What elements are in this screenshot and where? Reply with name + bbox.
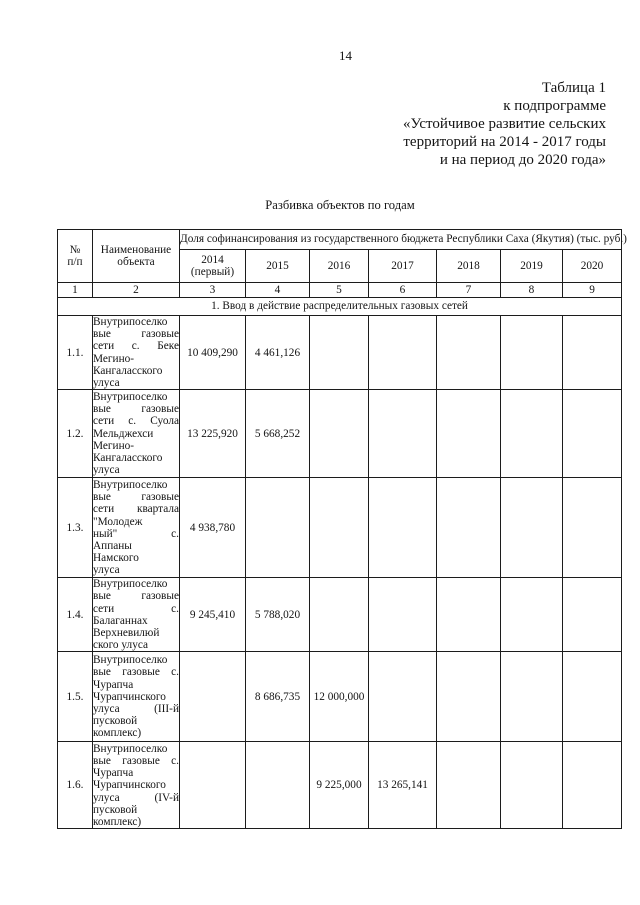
column-number: 9 [563, 283, 622, 298]
object-name-line: пусковой [93, 715, 138, 728]
value-2018 [437, 390, 501, 478]
value-2016 [310, 316, 369, 390]
header-year-2015: 2015 [246, 250, 310, 283]
object-name-line: улуса [93, 564, 120, 577]
object-name-line: Мегино- [93, 439, 135, 452]
row-object-name [93, 478, 180, 578]
column-number: 8 [501, 283, 563, 298]
value-2019 [501, 390, 563, 478]
header-year-label: 2014 [201, 253, 224, 266]
object-name-line: улуса [93, 377, 120, 390]
row-number: 1.5. [58, 652, 93, 742]
object-name-line: ный" с. [93, 527, 179, 540]
value-2014: 13 225,920 [180, 390, 246, 478]
table-row [58, 742, 622, 829]
caption-line: «Устойчивое развитие сельских [403, 116, 606, 132]
header-number-label: п/п [67, 256, 83, 268]
column-number: 3 [180, 283, 246, 298]
object-name-line: вые газовые с. [93, 666, 179, 679]
value-2015: 4 461,126 [246, 316, 310, 390]
row-object-name [93, 652, 180, 742]
caption-line: к подпрограмме [503, 98, 606, 114]
caption-line: Таблица 1 [541, 80, 606, 96]
row-object-name [93, 578, 180, 652]
value-2018 [437, 578, 501, 652]
object-name-line: Мегино- [93, 352, 135, 365]
row-object-name [93, 742, 180, 829]
header-funding-cell: Доля софинансирования из государственного бюджета Республики Саха (Якутия) (тыс. руб.) [180, 230, 622, 250]
object-name-line: Аппаны [93, 539, 132, 552]
value-2018 [437, 652, 501, 742]
column-number: 4 [246, 283, 310, 298]
object-name-line: улуса (III-й [93, 703, 179, 716]
value-2014: 9 245,410 [180, 578, 246, 652]
object-name-line: ского улуса [93, 639, 149, 652]
object-name-line: сети квартала [93, 503, 179, 516]
object-name-line: комплекс) [93, 815, 142, 828]
value-2020 [563, 390, 622, 478]
column-number: 7 [437, 283, 501, 298]
object-name-line: Намского [93, 552, 139, 565]
value-2015: 8 686,735 [246, 652, 310, 742]
header-year-2019: 2019 [501, 250, 563, 283]
header-first-year-note: (первый) [190, 266, 235, 278]
value-2018 [437, 478, 501, 578]
row-number: 1.4. [58, 578, 93, 652]
table-row [58, 390, 622, 478]
page-number: 14 [339, 48, 352, 63]
header-name-cell [93, 230, 180, 283]
header-year-2014 [180, 250, 246, 283]
value-2016 [310, 578, 369, 652]
table-row [58, 578, 622, 652]
object-name-line: вые газовые [93, 328, 179, 341]
objects-by-year-table [57, 229, 627, 829]
column-number: 5 [310, 283, 369, 298]
column-number: 6 [369, 283, 437, 298]
object-name-line: Кангаласского [93, 364, 163, 377]
caption-line: территорий на 2014 - 2017 годы [403, 134, 606, 150]
object-name-line: вые газовые [93, 491, 179, 504]
value-2019 [501, 742, 563, 829]
value-2017 [369, 652, 437, 742]
object-name-line: сети с. Суола [93, 415, 179, 428]
value-2018 [437, 742, 501, 829]
row-number: 1.6. [58, 742, 93, 829]
header-name-line: объекта [117, 256, 155, 268]
header-number-symbol: № [69, 243, 81, 256]
value-2015 [246, 742, 310, 829]
row-object-name [93, 316, 180, 390]
object-name-line: улуса (IV-й [93, 791, 179, 804]
object-name-line: Чурапча [93, 678, 134, 691]
object-name-line: сети с. [93, 602, 179, 615]
table-row [58, 316, 622, 390]
object-name-line: вые газовые с. [93, 754, 179, 767]
object-name-line: Чурапча [93, 767, 134, 780]
header-year-2020: 2020 [563, 250, 622, 283]
header-year-2018: 2018 [437, 250, 501, 283]
row-number: 1.3. [58, 478, 93, 578]
value-2019 [501, 652, 563, 742]
object-name-line: Внутрипоселко [93, 742, 168, 755]
value-2018 [437, 316, 501, 390]
value-2015 [246, 478, 310, 578]
object-name-line: "Молодеж [93, 515, 143, 528]
header-name-line: Наименование [100, 243, 172, 256]
value-2015: 5 668,252 [246, 390, 310, 478]
document-title: Разбивка объектов по годам [265, 198, 415, 212]
value-2020 [563, 578, 622, 652]
value-2015: 5 788,020 [246, 578, 310, 652]
header-year-2016: 2016 [310, 250, 369, 283]
value-2017 [369, 390, 437, 478]
value-2019 [501, 316, 563, 390]
object-name-line: Чурапчинского [93, 779, 166, 792]
object-name-line: Верхневилюй [93, 627, 160, 640]
value-2017 [369, 316, 437, 390]
caption-line: и на период до 2020 года» [439, 152, 606, 168]
value-2020 [563, 652, 622, 742]
object-name-line: Внутрипоселко [93, 316, 168, 328]
object-name-line: сети с. Беке [93, 340, 179, 353]
object-name-line: пусковой [93, 803, 138, 816]
section-heading: 1. Ввод в действие распределительных газовых сетей [58, 298, 622, 316]
object-name-line: вые газовые [93, 403, 179, 416]
value-2017: 13 265,141 [369, 742, 437, 829]
value-2020 [563, 478, 622, 578]
value-2017 [369, 478, 437, 578]
object-name-line: Внутрипоселко [93, 391, 168, 403]
value-2014: 4 938,780 [180, 478, 246, 578]
object-name-line: Внутрипоселко [93, 654, 168, 667]
value-2014 [180, 742, 246, 829]
value-2020 [563, 742, 622, 829]
object-name-line: улуса [93, 464, 120, 477]
object-name-line: вые газовые [93, 590, 179, 603]
value-2016 [310, 478, 369, 578]
value-2014: 10 409,290 [180, 316, 246, 390]
value-2016: 12 000,000 [310, 652, 369, 742]
table-section-row [58, 298, 622, 316]
object-name-line: Кангаласского [93, 452, 163, 465]
header-number-cell [58, 230, 93, 283]
object-name-line: Чурапчинского [93, 690, 166, 703]
value-2020 [563, 316, 622, 390]
value-2016: 9 225,000 [310, 742, 369, 829]
row-number: 1.1. [58, 316, 93, 390]
value-2016 [310, 390, 369, 478]
column-number: 1 [58, 283, 93, 298]
table-column-numbers-row [58, 283, 622, 298]
table-header-row [58, 230, 622, 250]
value-2019 [501, 578, 563, 652]
row-number: 1.2. [58, 390, 93, 478]
table-caption-block [403, 79, 606, 169]
column-number: 2 [93, 283, 180, 298]
object-name-line: Балаганнах [93, 614, 148, 627]
object-name-line: Внутрипоселко [93, 478, 168, 491]
row-object-name [93, 390, 180, 478]
value-2014 [180, 652, 246, 742]
value-2017 [369, 578, 437, 652]
object-name-line: Внутрипоселко [93, 578, 168, 591]
table-row [58, 652, 622, 742]
object-name-line: Мельджехси [93, 427, 154, 440]
object-name-line: комплекс) [93, 727, 142, 740]
value-2019 [501, 478, 563, 578]
table-row [58, 478, 622, 578]
header-year-2017: 2017 [369, 250, 437, 283]
